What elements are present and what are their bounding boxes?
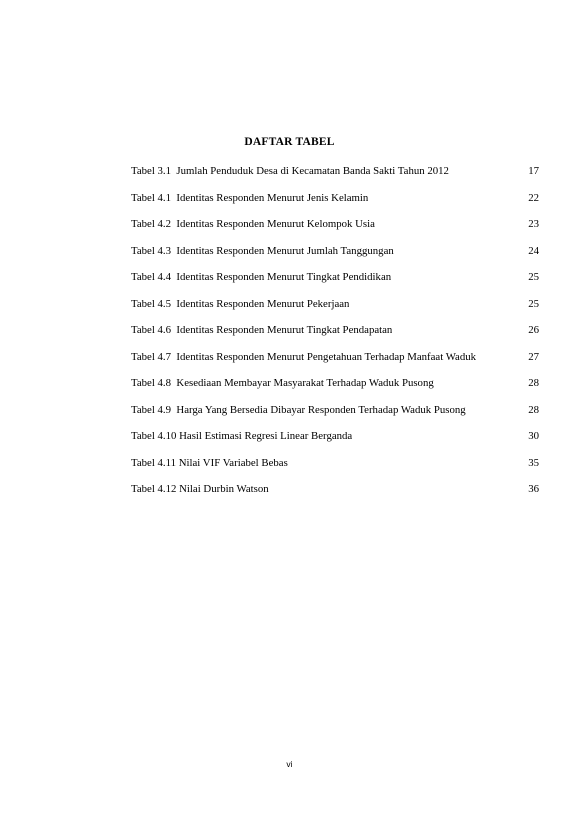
- toc-entry-page: 28: [528, 403, 539, 416]
- toc-entry-page: 25: [528, 271, 539, 283]
- toc-entry[interactable]: [131, 267, 539, 294]
- toc-entry[interactable]: [131, 294, 539, 321]
- page-title: DAFTAR TABEL: [244, 136, 335, 148]
- toc-entry-page: 22: [528, 191, 539, 204]
- toc-entry-label: Tabel 4.3 Identitas Responden Menurut Jumlah Tanggungan: [131, 244, 394, 257]
- toc-entry-label: Tabel 3.1 Jumlah Penduduk Desa di Kecamatan Banda Sakti Tahun 2012: [131, 165, 449, 177]
- toc-entry[interactable]: [131, 188, 539, 215]
- toc-entry-page: 24: [528, 244, 539, 257]
- toc-entry[interactable]: [131, 400, 539, 427]
- toc-entry[interactable]: [131, 479, 539, 506]
- toc-entry-page: 17: [528, 165, 539, 177]
- toc-entry-page: 27: [528, 350, 539, 363]
- toc-entry-label: Tabel 4.4 Identitas Responden Menurut Tingkat Pendidikan: [131, 271, 392, 283]
- toc-entry[interactable]: [131, 320, 539, 347]
- toc-entry-label: Tabel 4.12 Nilai Durbin Watson: [131, 483, 269, 495]
- toc-entry[interactable]: [131, 347, 539, 374]
- toc-entry-page: 30: [528, 430, 539, 442]
- toc-entry[interactable]: [131, 453, 539, 480]
- toc-entry-label: Tabel 4.11 Nilai VIF Variabel Bebas: [131, 456, 288, 469]
- toc-entry-label: Tabel 4.6 Identitas Responden Menurut Tingkat Pendapatan: [131, 324, 393, 336]
- toc-entry-label: Tabel 4.8 Kesediaan Membayar Masyarakat Terhadap Waduk Pusong: [131, 377, 434, 389]
- toc-entry[interactable]: [131, 161, 539, 188]
- toc-entry-page: 28: [528, 377, 539, 389]
- toc-entry-page: 26: [528, 324, 539, 336]
- toc-entry-page: 23: [528, 218, 539, 230]
- toc-entry[interactable]: [131, 426, 539, 453]
- page-number: vi: [286, 759, 293, 769]
- table-of-contents-list: [131, 161, 539, 506]
- toc-entry-label: Tabel 4.10 Hasil Estimasi Regresi Linear Berganda: [131, 430, 353, 442]
- toc-entry-label: Tabel 4.9 Harga Yang Bersedia Dibayar Responden Terhadap Waduk Pusong: [131, 403, 466, 416]
- toc-entry-label: Tabel 4.2 Identitas Responden Menurut Kelompok Usia: [131, 218, 375, 230]
- toc-entry-label: Tabel 4.5 Identitas Responden Menurut Pekerjaan: [131, 297, 350, 310]
- toc-entry-label: Tabel 4.7 Identitas Responden Menurut Pengetahuan Terhadap Manfaat Waduk: [131, 350, 477, 363]
- toc-entry-page: 25: [528, 297, 539, 310]
- toc-entry[interactable]: [131, 241, 539, 268]
- toc-entry-label: Tabel 4.1 Identitas Responden Menurut Jenis Kelamin: [131, 191, 369, 204]
- toc-entry-page: 35: [528, 456, 539, 469]
- toc-entry-page: 36: [528, 483, 539, 495]
- toc-entry[interactable]: [131, 373, 539, 400]
- toc-entry[interactable]: [131, 214, 539, 241]
